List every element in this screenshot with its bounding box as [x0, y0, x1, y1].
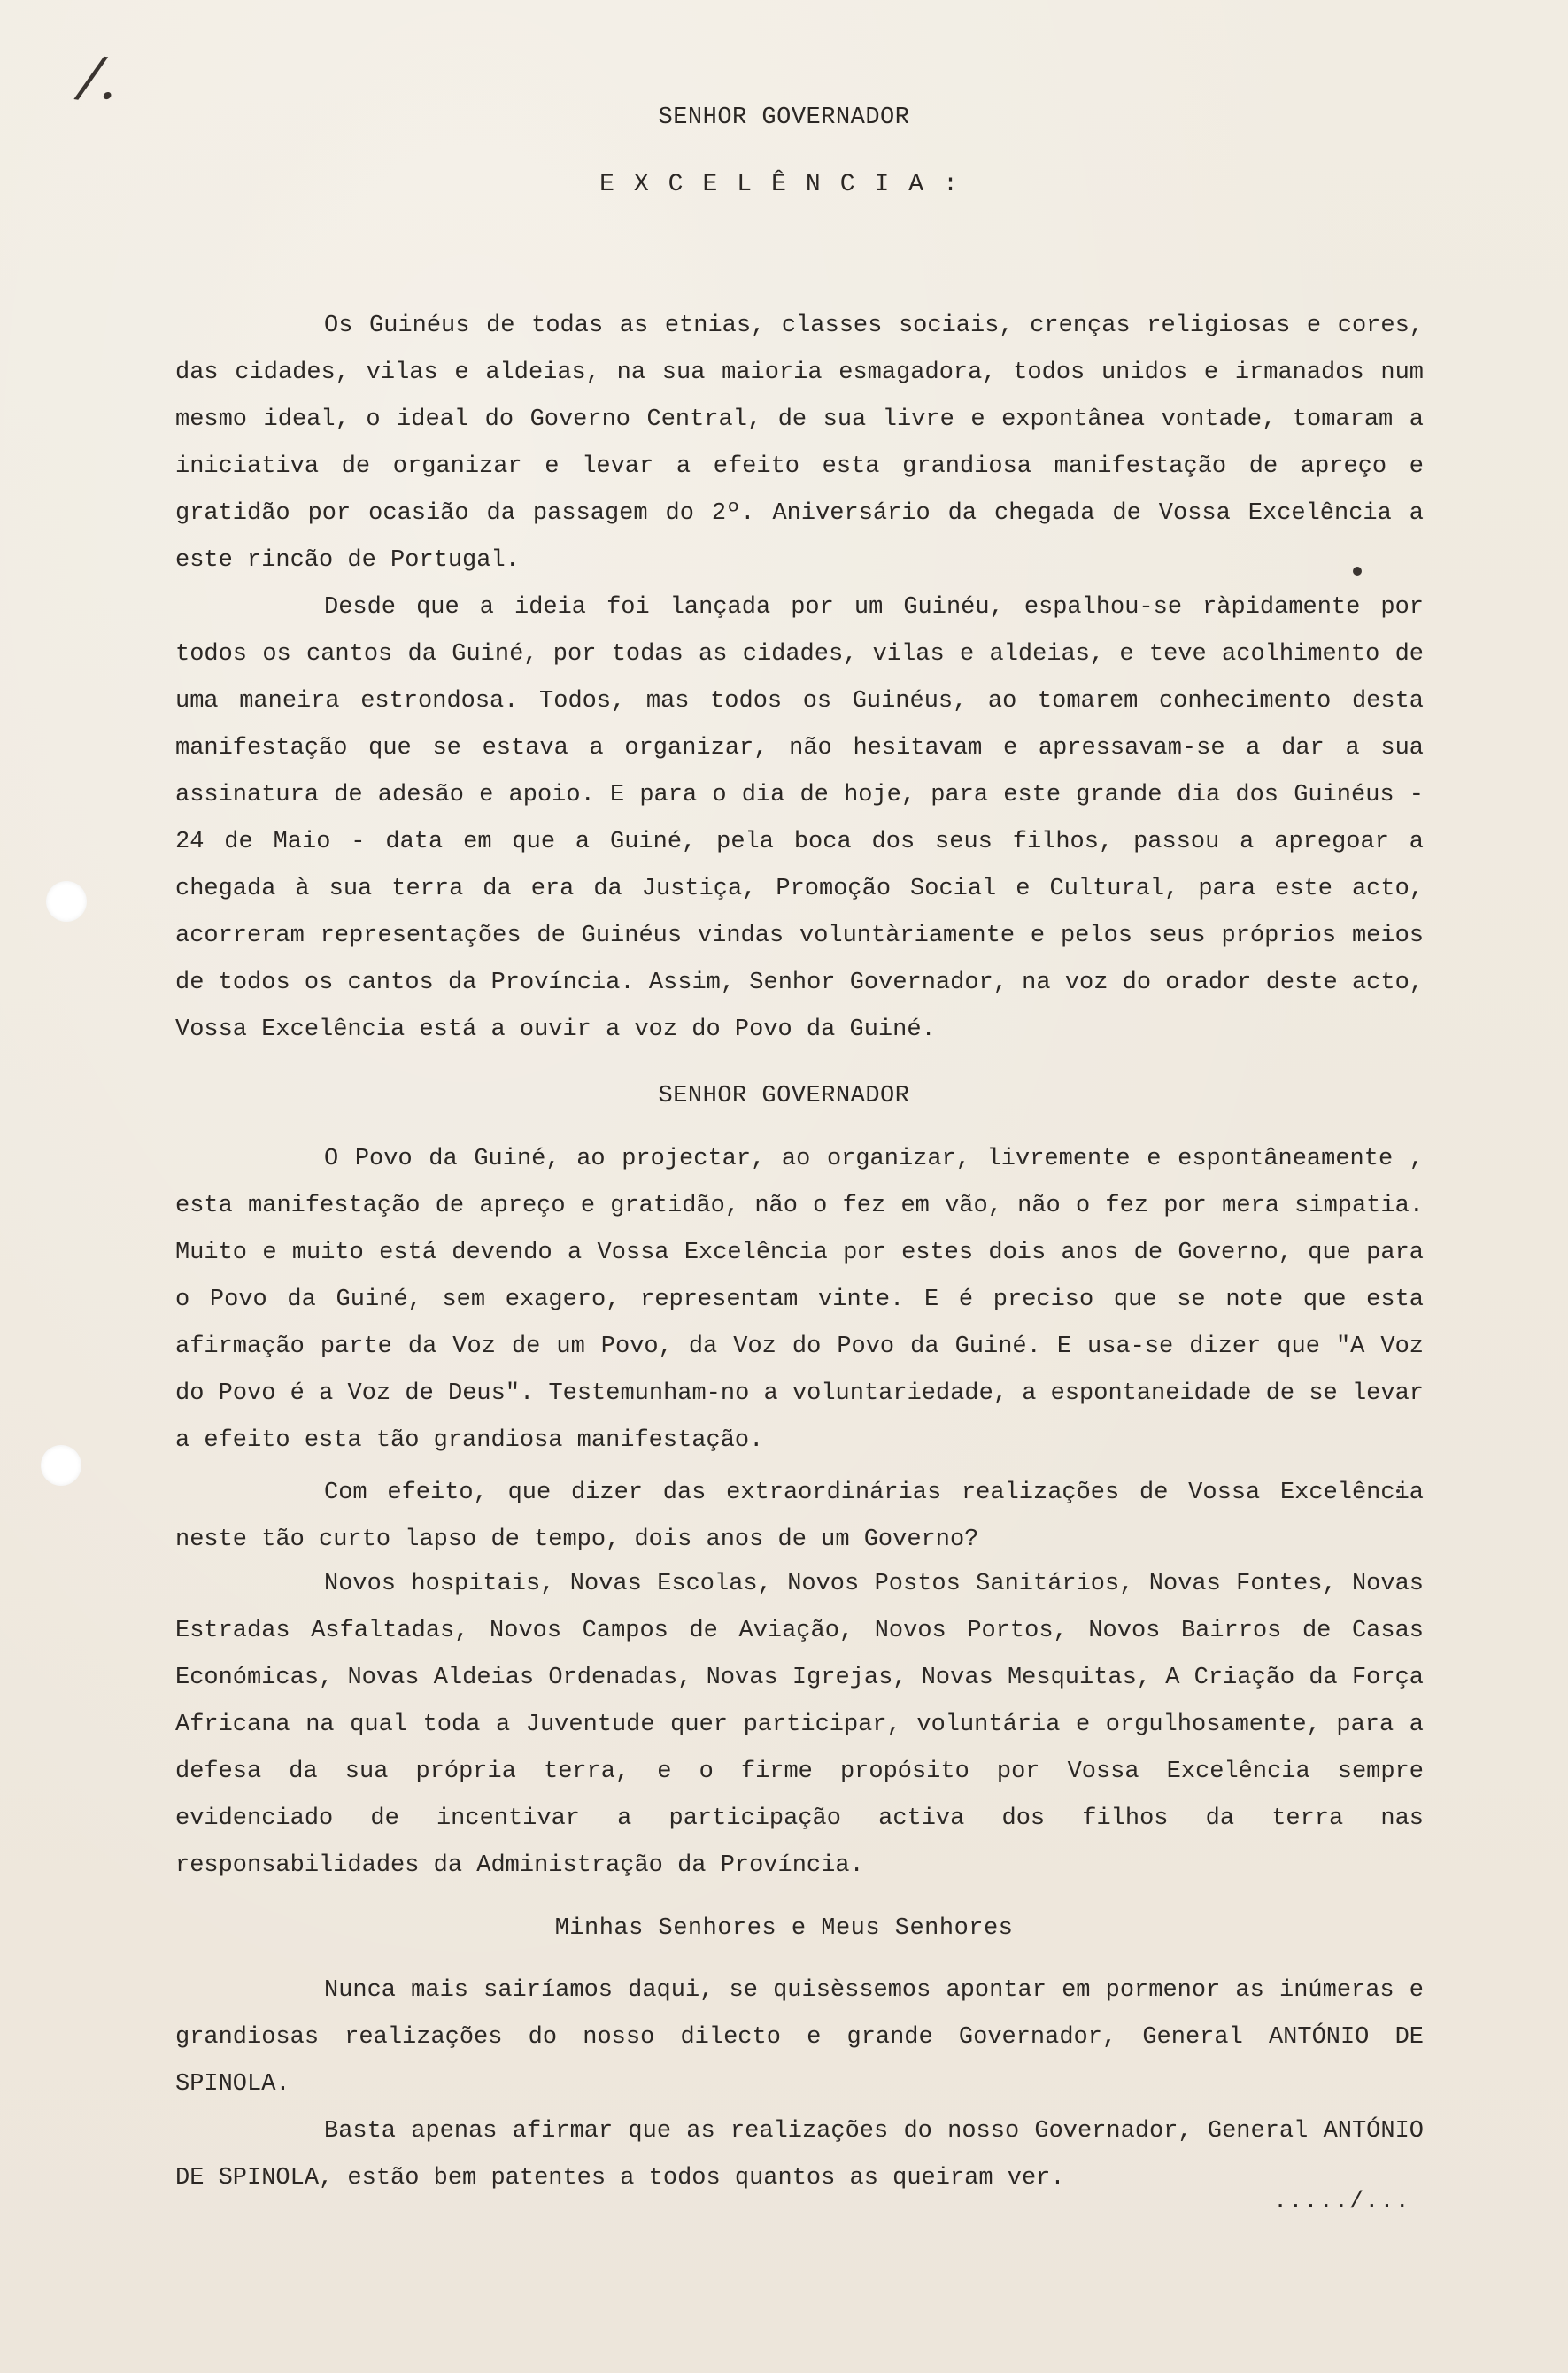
- paragraph-5: [175, 1561, 1424, 1890]
- paragraph-text: Desde que a ideia foi lançada por um Guinéu, espalhou-se ràpidamente por todos os cantos da Guiné, por todas as cidades, vilas e aldeias, e teve acolhimento de uma maneira estrondosa. Todos, mas todos os Guinéus, ao tomarem conhecimento desta manifestação que se estava a organizar, não hesitavam e apressavam-se a dar a sua assinatura de adesão e apoio. E para o dia de hoje, para este grande dia dos Guinéus - 24 de Maio - data em que a Guiné, pela boca dos seus filhos, passou a apregoar a chegada à sua terra da era da Justiça, Promoção Social e Cultural, para este acto, acorreram representações de Guinéus vindas voluntàriamente e pelos seus próprios meios de todos os cantos da Província. Assim, Senhor Governador, na voz do orador deste acto, Vossa Excelência está a ouvir a voz do Povo da Guiné.: [175, 594, 1424, 1043]
- heading-minhas-senhores: Minhas Senhores e Meus Senhores: [554, 1915, 1014, 1942]
- paragraph-1: [175, 303, 1424, 584]
- continuation-marker: ...../...: [1273, 2189, 1410, 2215]
- heading-senhor-governador-2: SENHOR GOVERNADOR: [658, 1083, 910, 1109]
- paragraph-text: O Povo da Guiné, ao projectar, ao organizar, livremente e espontâneamente , esta manifestação de apreço e gratidão, não o fez em vão, não o fez por mera simpatia. Muito e muito está devendo a Vossa Excelência por estes dois anos de Governo, que para o Povo da Guiné, sem exagero, representam vinte. E é preciso que se note que esta afirmação parte da Voz de um Povo, da Voz do Povo da Guiné. E usa-se dizer que "A Voz do Povo é a Voz de Deus". Testemunham-no a voluntariedade, a espontaneidade de se levar a efeito esta tão grandiosa manifestação.: [175, 1146, 1424, 1454]
- paragraph-4: [175, 1470, 1424, 1564]
- punch-hole: [41, 1445, 81, 1486]
- heading-senhor-governador: SENHOR GOVERNADOR: [658, 104, 910, 131]
- paragraph-text: Nunca mais sairíamos daqui, se quisèssemos apontar em pormenor as inúmeras e grandiosas realizações do nosso dilecto e grande Governador, General ANTÓNIO DE SPINOLA.: [175, 1977, 1424, 2098]
- paragraph-2: [175, 584, 1424, 1054]
- heading-excelencia: EXCELÊNCIA:: [599, 171, 977, 198]
- paragraph-text: Basta apenas afirmar que as realizações do nosso Governador, General ANTÓNIO DE SPINOLA, estão bem patentes a todos quantos as queiram ver.: [175, 2118, 1424, 2191]
- punch-hole: [46, 881, 87, 922]
- paragraph-3: [175, 1136, 1424, 1465]
- paragraph-text: Os Guinéus de todas as etnias, classes sociais, crenças religiosas e cores, das cidades, vilas e aldeias, na sua maioria esmagadora, todos unidos e irmanados num mesmo ideal, o ideal do Governo Central, de sua livre e expontânea vontade, tomaram a iniciativa de organizar e levar a efeito esta grandiosa manifestação de apreço e gratidão por ocasião da passagem do 2º. Aniversário da chegada de Vossa Excelência a este rincão de Portugal.: [175, 313, 1424, 574]
- paragraph-7: [175, 2108, 1424, 2202]
- paragraph-6: [175, 1967, 1424, 2108]
- paragraph-text: Com efeito, que dizer das extraordinárias realizações de Vossa Excelência neste tão curto lapso de tempo, dois anos de um Governo?: [175, 1480, 1424, 1553]
- handwritten-corner-mark: /.: [77, 43, 123, 114]
- paragraph-text: Novos hospitais, Novas Escolas, Novos Postos Sanitários, Novas Fontes, Novas Estradas Asfaltadas, Novos Campos de Aviação, Novos Portos, Novos Bairros de Casas Económicas, Novas Aldeias Ordenadas, Novas Igrejas, Novas Mesquitas, A Criação da Força Africana na qual toda a Juventude quer participar, voluntária e orgulhosamente, para a defesa da sua própria terra, e o firme propósito por Vossa Excelência sempre evidenciado de incentivar a participação activa dos filhos da terra nas responsabilidades da Administração da Província.: [175, 1571, 1424, 1879]
